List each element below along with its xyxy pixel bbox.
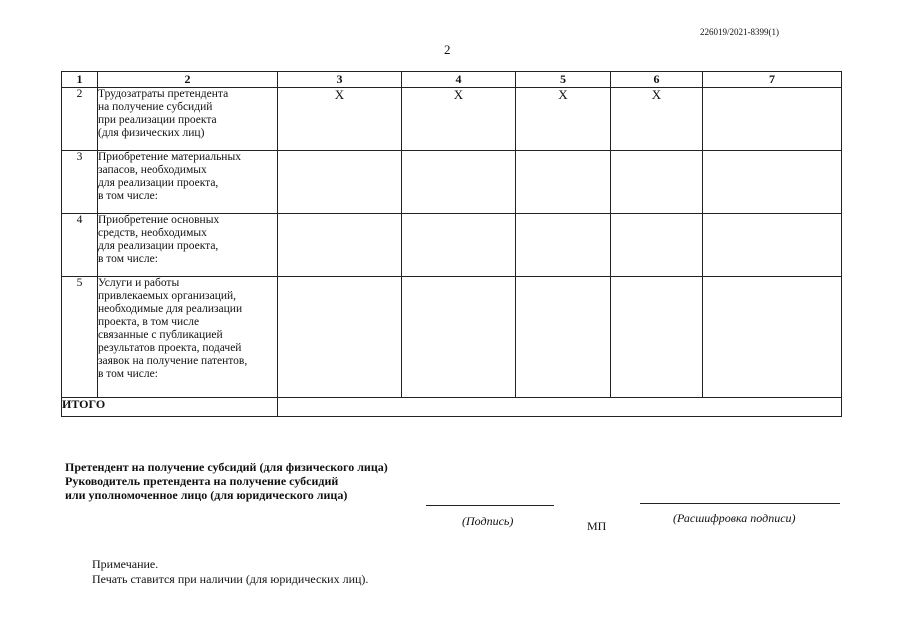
cost-table	[61, 71, 842, 417]
row-name-line: Услуги и работы	[98, 277, 180, 289]
row-name-line: заявок на получение патентов,	[98, 355, 248, 367]
cell-mark	[402, 214, 516, 277]
page-number: 2	[444, 42, 451, 57]
row-name-line: привлекаемых организаций,	[98, 290, 237, 302]
cell-mark	[516, 214, 611, 277]
cell-mark	[611, 214, 703, 277]
total-row	[62, 398, 842, 417]
cell-mark	[516, 151, 611, 214]
col-header: 5	[516, 72, 611, 88]
col-header: 6	[611, 72, 703, 88]
row-name-line: для реализации проекта,	[98, 240, 219, 252]
signatory-line: Претендент на получение субсидий (для физического лица)	[65, 460, 388, 474]
cell-mark	[703, 88, 842, 151]
note	[92, 557, 368, 587]
decode-line	[640, 503, 840, 504]
cell-mark	[703, 277, 842, 398]
col-header: 7	[703, 72, 842, 88]
signature-line	[426, 505, 554, 506]
row-name-line: результатов проекта, подачей	[98, 342, 242, 354]
row-name-line: средств, необходимых	[98, 227, 207, 239]
row-name-line: запасов, необходимых	[98, 164, 207, 176]
row-name-line: Трудозатраты претендента	[98, 88, 229, 100]
row-name-line: (для физических лиц)	[98, 127, 205, 139]
signatory-block	[65, 460, 388, 502]
note-text: Печать ставится при наличии (для юридических лиц).	[92, 572, 369, 586]
note-title: Примечание.	[92, 557, 159, 571]
cell-mark	[703, 214, 842, 277]
col-header: 4	[402, 72, 516, 88]
signatory-line: или уполномоченное лицо (для юридического лица)	[65, 488, 348, 502]
total-value	[278, 398, 842, 417]
col-header: 2	[98, 72, 278, 88]
table-row	[62, 151, 842, 214]
col-header: 3	[278, 72, 402, 88]
signatory-line: Руководитель претендента на получение субсидий	[65, 474, 339, 488]
cell-mark: Х	[516, 88, 611, 151]
cell-mark	[278, 151, 402, 214]
row-name-line: Приобретение материальных	[98, 151, 241, 163]
table-row	[62, 214, 842, 277]
decode-caption: (Расшифровка подписи)	[673, 511, 796, 525]
row-number: 2	[62, 88, 98, 151]
table-header-row	[62, 72, 842, 88]
col-header: 1	[62, 72, 98, 88]
row-name-line: для реализации проекта,	[98, 177, 219, 189]
row-name-line: в том числе:	[98, 190, 158, 202]
row-number: 5	[62, 277, 98, 398]
row-name-line: необходимые для реализации	[98, 303, 243, 315]
row-name-line: Приобретение основных	[98, 214, 220, 226]
cell-mark	[402, 277, 516, 398]
cell-mark	[611, 277, 703, 398]
cell-mark: Х	[402, 88, 516, 151]
row-name	[98, 88, 278, 151]
cell-mark: Х	[278, 88, 402, 151]
row-name	[98, 151, 278, 214]
cell-mark	[703, 151, 842, 214]
row-name-line: проекта, в том числе	[98, 316, 200, 328]
table-row	[62, 88, 842, 151]
document-id: 226019/2021-8399(1)	[700, 27, 779, 37]
row-number: 4	[62, 214, 98, 277]
row-name-line: на получение субсидий	[98, 101, 213, 113]
row-name-line: в том числе:	[98, 368, 158, 380]
cell-mark	[402, 151, 516, 214]
signature-caption: (Подпись)	[462, 514, 514, 528]
cell-mark	[278, 277, 402, 398]
cell-mark	[611, 151, 703, 214]
row-number: 3	[62, 151, 98, 214]
row-name	[98, 277, 278, 398]
cell-mark	[278, 214, 402, 277]
cell-mark	[516, 277, 611, 398]
cell-mark: Х	[611, 88, 703, 151]
row-name-line: связанные с публикацией	[98, 329, 223, 341]
row-name-line: в том числе:	[98, 253, 158, 265]
table-row	[62, 277, 842, 398]
total-label: ИТОГО	[62, 398, 278, 417]
row-name	[98, 214, 278, 277]
stamp-label: МП	[587, 519, 607, 533]
row-name-line: при реализации проекта	[98, 114, 217, 126]
